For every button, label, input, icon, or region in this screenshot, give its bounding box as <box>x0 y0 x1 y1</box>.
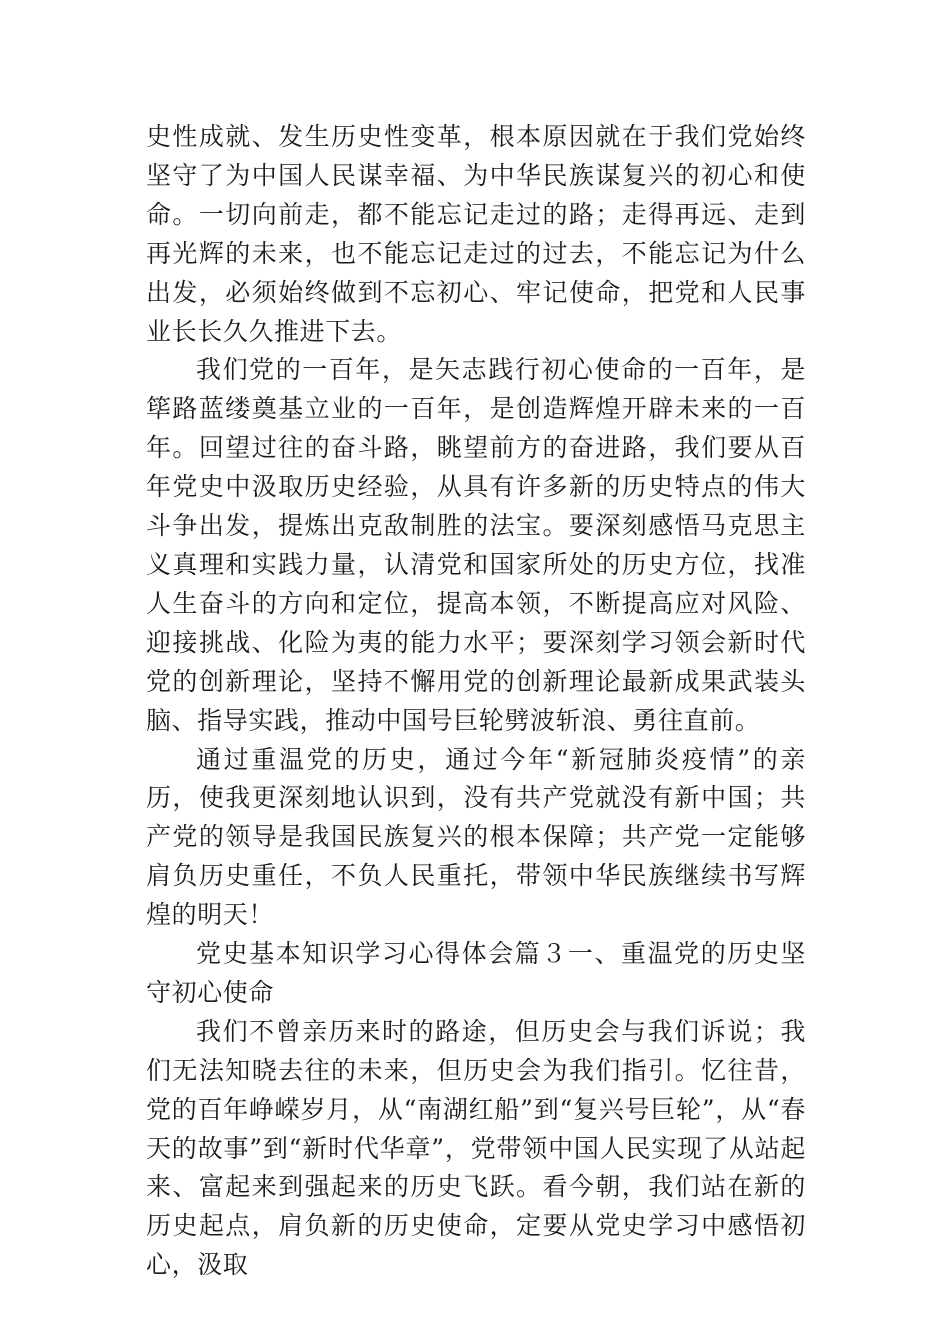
paragraph-1: 史性成就、发生历史性变革，根本原因就在于我们党始终坚守了为中国人民谋幸福、为中华民族谋复兴的初心和使命。一切向前走，都不能忘记走过的路；走得再远、走到再光辉的未来，也不能忘记走过的过去，不能忘记为什么出发，必须始终做到不忘初心、牢记使命，把党和人民事业长长久久推进下去。 <box>146 122 806 346</box>
paragraph-4: 我们不曾亲历来时的路途，但历史会与我们诉说；我们无法知晓去往的未来，但历史会为我们指引。忆往昔，党的百年峥嵘岁月，从“南湖红船”到“复兴号巨轮”，从“春天的故事”到“新时代华章”，党带领中国人民实现了从站起来、富起来到强起来的历史飞跃。看今朝，我们站在新的历史起点，肩负新的历史使命，定要从党史学习中感悟初心，汲取 <box>146 1016 806 1280</box>
paragraph-3: 通过重温党的历史，通过今年“新冠肺炎疫情”的亲历，使我更深刻地认识到，没有共产党就没有新中国；共产党的领导是我国民族复兴的根本保障；共产党一定能够肩负历史重任，不负人民重托，带领中华民族继续书写辉煌的明天！ <box>146 744 806 930</box>
paragraph-2: 我们党的一百年，是矢志践行初心使命的一百年，是筚路蓝缕奠基立业的一百年，是创造辉煌开辟未来的一百年。回望过往的奋斗路，眺望前方的奋进路，我们要从百年党史中汲取历史经验，从具有许多新的历史特点的伟大斗争出发，提炼出克敌制胜的法宝。要深刻感悟马克思主义真理和实践力量，认清党和国家所处的历史方位，找准人生奋斗的方向和定位，提高本领，不断提高应对风险、迎接挑战、化险为夷的能力水平；要深刻学习领会新时代党的创新理论，坚持不懈用党的创新理论最新成果武装头脑、指导实践，推动中国号巨轮劈波斩浪、勇往直前。 <box>146 355 806 735</box>
section-heading: 党史基本知识学习心得体会篇３一、重温党的历史坚守初心使命 <box>146 939 806 1007</box>
document-body <box>146 118 806 1285</box>
